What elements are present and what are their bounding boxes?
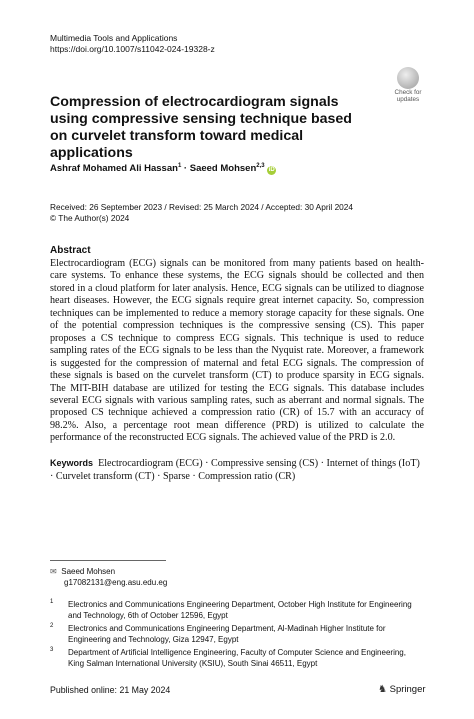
- author-1-affil: 1: [177, 163, 182, 169]
- affiliation-text: Department of Artificial Intelligence Engineering, Faculty of Computer Science and Engineering, King Salman International University (KSIU), South Sinai 46511, Egypt: [68, 648, 406, 668]
- keywords-label: Keywords: [50, 458, 94, 468]
- corresponding-author: Saeed Mohsen: [61, 567, 116, 576]
- badge-line1: Check for: [394, 89, 422, 96]
- publisher-name: Springer: [389, 684, 426, 695]
- springer-horse-icon: ♞: [378, 684, 387, 695]
- author-separator: ·: [181, 163, 190, 175]
- keywords-block: [50, 457, 424, 483]
- author-1[interactable]: Ashraf Mohamed Ali Hassan: [50, 163, 178, 175]
- orcid-icon[interactable]: iD: [268, 167, 275, 174]
- check-for-updates-badge[interactable]: [388, 67, 428, 103]
- doi-link[interactable]: https://doi.org/10.1007/s11042-024-19328-z: [50, 44, 215, 54]
- journal-name: Multimedia Tools and Applications: [50, 33, 178, 43]
- affiliation-text: Electronics and Communications Engineering Department, October High Institute for Engineering and Technology, 6th of October 12596, Egypt: [68, 600, 412, 620]
- publisher-logo: [378, 684, 426, 695]
- article-history: [50, 202, 353, 224]
- affiliation-number: 3: [50, 647, 54, 653]
- author-2-affil: 2,3: [256, 163, 265, 169]
- history-dates: Received: 26 September 2023 / Revised: 25 March 2024 / Accepted: 30 April 2024: [50, 202, 354, 212]
- corresponding-email[interactable]: g17082131@eng.asu.edu.eg: [64, 578, 168, 587]
- paper-title: Compression of electrocardiogram signals using compressive sensing technique based on curvelet transform toward medical applications: [50, 94, 352, 161]
- affiliation-number: 2: [50, 623, 54, 629]
- journal-header: [50, 33, 215, 55]
- affiliation-text: Electronics and Communications Engineering Department, Al-Madinah Higher Institute for Engineering and Technology, Giza 12947, Egypt: [68, 624, 386, 644]
- affiliation-number: 1: [50, 599, 54, 605]
- check-updates-icon: [397, 67, 419, 89]
- author-list: [50, 163, 276, 175]
- abstract-heading: Abstract: [50, 245, 91, 256]
- copyright: © The Author(s) 2024: [50, 213, 130, 223]
- author-2[interactable]: Saeed Mohsen: [189, 163, 257, 175]
- abstract-text: Electrocardiogram (ECG) signals can be monitored from many patients based on health-care systems. To enhance these systems, the ECG signals should be collected and then stored in a cloud platform for later analysis. Hence, ECG signals can be utilized to diagnose heart diseases. However, the ECG signals require great internet capacity. So, compression techniques can be implemented to reduce a memory storage capacity for these signals. One of the potential compression techniques is the compressive sensing (CS). This paper proposes a CS technique to compress ECG signals. This technique is used to reduce sampling rates of the ECG signals to be less than the Nyquist rate. Moreover, a framework is suggested for the compression of maternal and fetal ECG signals. The compression of these signals is based on the curvelet transform (CT) to produce sparsity in ECG signals. The MIT-BIH database are utilized for testing the ECG signals. This database includes several ECG signals with various sampling rates, such as aberrant and normal signals. The proposed CS technique achieved a compression ratio (CR) of 15.7 with an accuracy of 98.2%. Also, a percentage root mean difference (PRD) is utilized to calculate the performance of the reconstructed ECG signals. The achieved value of the PRD is 2.0.: [50, 258, 424, 444]
- keywords-text: Electrocardiogram (ECG) · Compressive sensing (CS) · Internet of things (IoT) · Curvelet transform (CT) · Sparse · Compression ratio (CR): [50, 458, 420, 482]
- footnote-divider: [50, 560, 166, 561]
- correspondence: [50, 566, 167, 588]
- published-online: Published online: 21 May 2024: [50, 685, 171, 695]
- envelope-icon: ✉: [50, 567, 57, 576]
- badge-line2: updates: [396, 95, 420, 103]
